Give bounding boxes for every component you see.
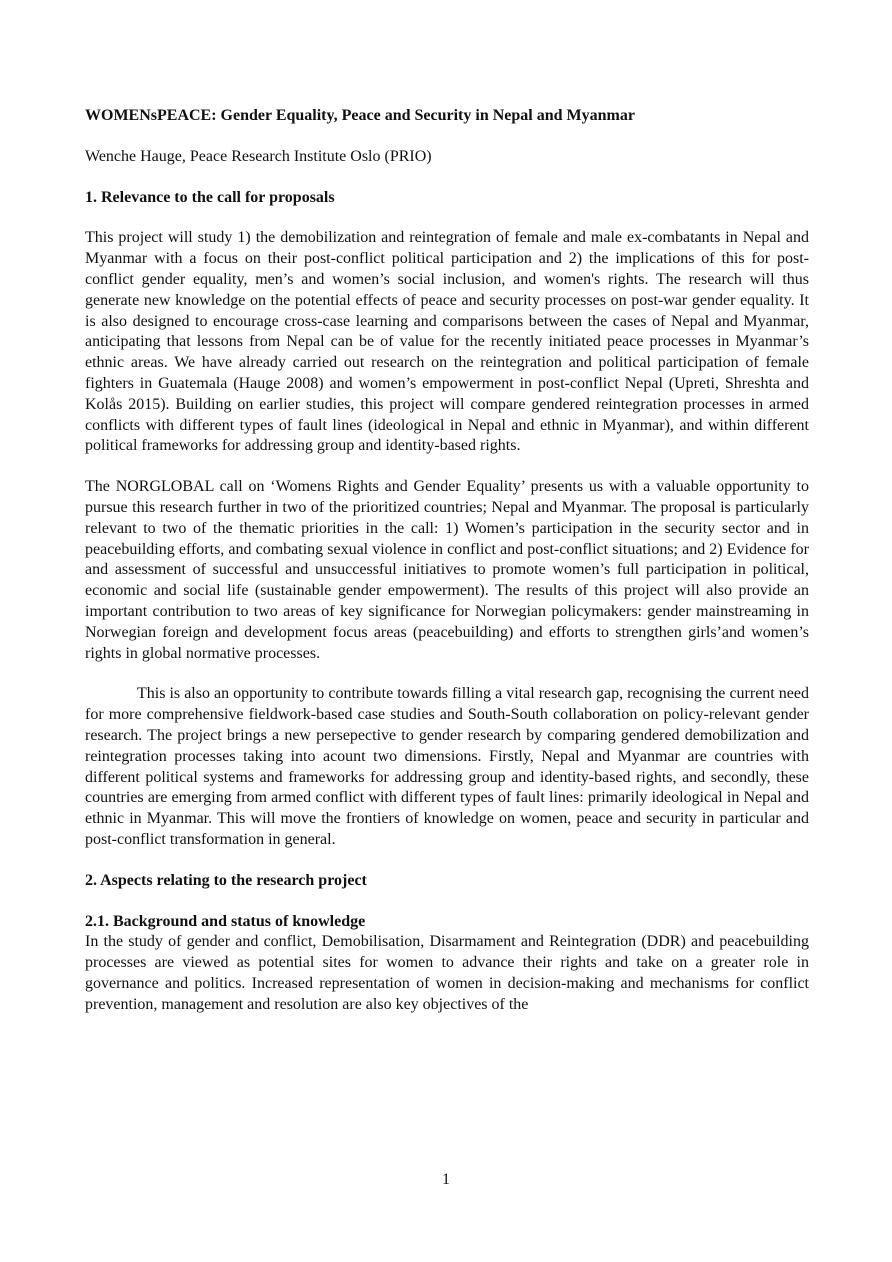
section-2-1-heading: 2.1. Background and status of knowledge xyxy=(85,912,366,930)
document-author: Wenche Hauge, Peace Research Institute Oslo (PRIO) xyxy=(85,147,432,165)
section-1-paragraph-1: This project will study 1) the demobilization and reintegration of female and male ex-combatants in Nepal and Myanmar with a focus on their post-conflict political participation and 2) the implications of this for post-conflict gender equality, men’s and women’s social inclusion, and women's rights. The research will thus generate new knowledge on the potential effects of peace and security processes on post-war gender equality. It is also designed to encourage cross-case learning and comparisons between the cases of Nepal and Myanmar, anticipating that lessons from Nepal can be of value for the recently initiated peace processes in Myanmar’s ethnic areas. We have already carried out research on the reintegration and political participation of female fighters in Guatemala (Hauge 2008) and women’s empowerment in post-conflict Nepal (Upreti, Shreshta and Kolås 2015). Building on earlier studies, this project will compare gendered reintegration processes in armed conflicts with different types of fault lines (ideological in Nepal and ethnic in Myanmar), and within different political frameworks for addressing group and identity-based rights. xyxy=(85,229,809,455)
document-title: WOMENsPEACE: Gender Equality, Peace and Security in Nepal and Myanmar xyxy=(85,107,635,124)
section-2-heading: 2. Aspects relating to the research project xyxy=(85,871,367,889)
section-2-1-paragraph: In the study of gender and conflict, Demobilisation, Disarmament and Reintegration (DDR) and peacebuilding processes are viewed as potential sites for women to advance their rights and take on a greater role in governance and politics. Increased representation of women in decision-making and mechanisms for conflict prevention, management and resolution are also key objectives of the xyxy=(85,933,809,1013)
section-1-heading: 1. Relevance to the call for proposals xyxy=(85,188,335,206)
document-page xyxy=(85,106,809,1015)
page-number: 1 xyxy=(442,1171,450,1188)
section-1-paragraph-2: The NORGLOBAL call on ‘Womens Rights and Gender Equality’ presents us with a valuable opportunity to pursue this research further in two of the prioritized countries; Nepal and Myanmar. The proposal is particularly relevant to two of the thematic priorities in the call: 1) Women’s participation in the security sector and in peacebuilding efforts, and combating sexual violence in conflict and post-conflict situations; and 2) Evidence for and assessment of successful and unsuccessful initiatives to promote women’s full participation in political, economic and social life (sustainable gender empowerment). The results of this project will also provide an important contribution to two areas of key significance for Norwegian policymakers: gender mainstreaming in Norwegian foreign and development focus areas (peacebuilding) and efforts to strengthen girls’and women’s rights in global normative processes. xyxy=(85,478,809,662)
section-1-paragraph-3: This is also an opportunity to contribute towards filling a vital research gap, recognising the current need for more comprehensive fieldwork-based case studies and South-South collaboration on policy-relevant gender research. The project brings a new persepective to gender research by comparing gendered demobilization and reintegration processes taking into acount two dimensions. Firstly, Nepal and Myanmar are countries with different political systems and frameworks for addressing group and identity-based rights, and secondly, these countries are emerging from armed conflict with different types of fault lines: primarily ideological in Nepal and ethnic in Myanmar. This will move the frontiers of knowledge on women, peace and security in particular and post-conflict transformation in general. xyxy=(85,685,809,848)
